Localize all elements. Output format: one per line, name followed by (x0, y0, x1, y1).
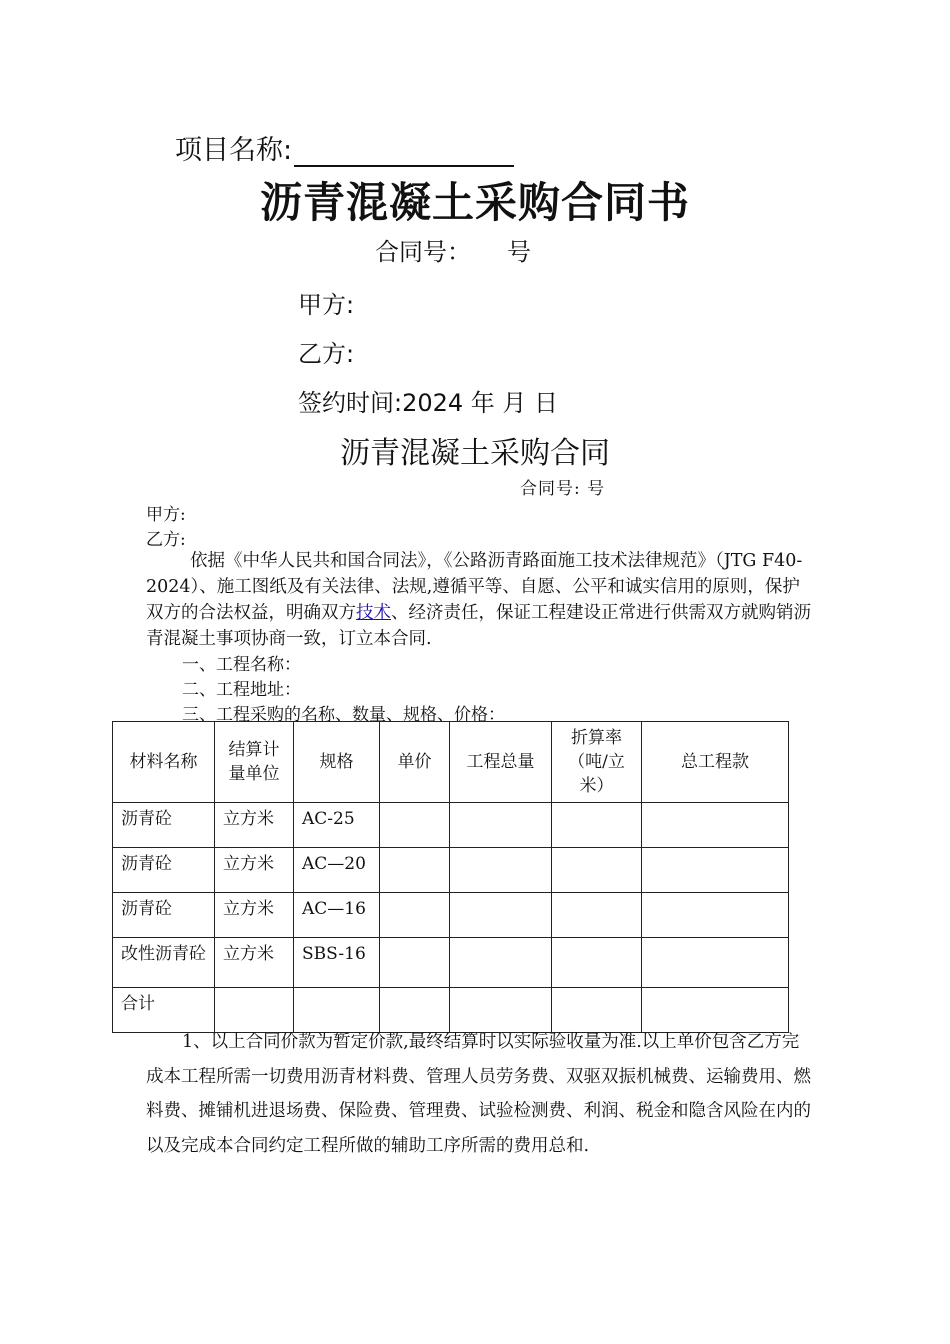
cell-unit: 立方米 (215, 938, 294, 988)
cover-contract-number: 合同号： 号 (375, 238, 531, 266)
contract-number: 合同号: 号 (520, 479, 606, 499)
header-unit: 结算计量单位 (215, 722, 294, 803)
cell-total-quantity (450, 893, 552, 938)
project-name-line (175, 128, 514, 167)
cell-total-quantity (450, 938, 552, 988)
header-spec: 规格 (294, 722, 380, 803)
cell-material: 沥青砼 (113, 893, 215, 938)
header-conversion-rate: 折算率（吨/立米） (552, 722, 642, 803)
cell-total-quantity (450, 803, 552, 848)
cell-spec: AC-25 (294, 803, 380, 848)
item-project-name: 一、工程名称： (182, 655, 301, 675)
cell-total-label: 合计 (113, 988, 215, 1033)
cell-total-amount (642, 938, 789, 988)
cell-conversion-rate (552, 893, 642, 938)
contract-title: 沥青混凝土采购合同 (340, 436, 610, 471)
party-b: 乙方: (146, 530, 186, 550)
cover-party-b: 乙方: (298, 340, 355, 368)
cell-total-quantity (450, 848, 552, 893)
header-total-amount: 总工程款 (642, 722, 789, 803)
cell-material: 改性沥青砼 (113, 938, 215, 988)
cell-material: 沥青砼 (113, 803, 215, 848)
cell-unit-price (380, 893, 450, 938)
cell-total-amount (642, 848, 789, 893)
cell-spec: AC—16 (294, 893, 380, 938)
cell-spec: AC—20 (294, 848, 380, 893)
cell-conversion-rate (552, 803, 642, 848)
intro-paragraph (146, 548, 816, 652)
cell-unit: 立方米 (215, 893, 294, 938)
cell-unit-price (380, 938, 450, 988)
cell-total-amount (642, 803, 789, 848)
table-row (113, 803, 789, 848)
intro-text-1: 依据《中华人民共和国合同法》，《公路沥青路面施工技术法律规范》（JTG F40-2024）、施工图纸及有关法律、法规,遵循平等、自愿、公平和诚实信用的原则，保护双方的合法权益，明确双方 (146, 551, 803, 623)
item-procurement-details: 三、工程采购的名称、数量、规格、价格： (182, 705, 505, 725)
cover-sign-date: 签约时间:2024 年 月 日 (298, 389, 559, 417)
cell-spec: SBS-16 (294, 938, 380, 988)
table-header-row (113, 722, 789, 803)
cell-material: 沥青砼 (113, 848, 215, 893)
header-total-quantity: 工程总量 (450, 722, 552, 803)
cell-unit: 立方米 (215, 803, 294, 848)
cell-unit: 立方米 (215, 848, 294, 893)
item-project-address: 二、工程地址： (182, 680, 301, 700)
cover-party-a: 甲方: (298, 291, 355, 319)
cell-total-amount (642, 893, 789, 938)
table-row (113, 938, 789, 988)
intro-text-2: 、经济责任，保证工程建设正常进行供需双方就购销沥青混凝土事项协商一致，订立本合同. (146, 603, 811, 649)
party-a: 甲方: (146, 505, 186, 525)
price-note-paragraph: 1、以上合同价款为暂定价款,最终结算时以实际验收量为准.以上单价包含乙方完成本工程所需一切费用沥青材料费、管理人员劳务费、双驱双振机械费、运输费用、燃料费、摊铺机进退场费、保险费、管理费、试验检测费、利润、税金和隐含风险在内的以及完成本合同约定工程所做的辅助工序所需的费用总和. (146, 1032, 811, 1156)
table-row (113, 848, 789, 893)
cell-unit-price (380, 848, 450, 893)
project-name-blank (294, 139, 514, 167)
cell-conversion-rate (552, 938, 642, 988)
technology-link[interactable]: 技术 (356, 603, 391, 623)
header-material-name: 材料名称 (113, 722, 215, 803)
project-name-label: 项目名称: (175, 135, 293, 166)
table-row (113, 893, 789, 938)
cell-conversion-rate (552, 848, 642, 893)
cover-title: 沥青混凝土采购合同书 (259, 178, 690, 227)
cell-unit-price (380, 803, 450, 848)
header-unit-price: 单价 (380, 722, 450, 803)
materials-table (112, 721, 789, 1033)
